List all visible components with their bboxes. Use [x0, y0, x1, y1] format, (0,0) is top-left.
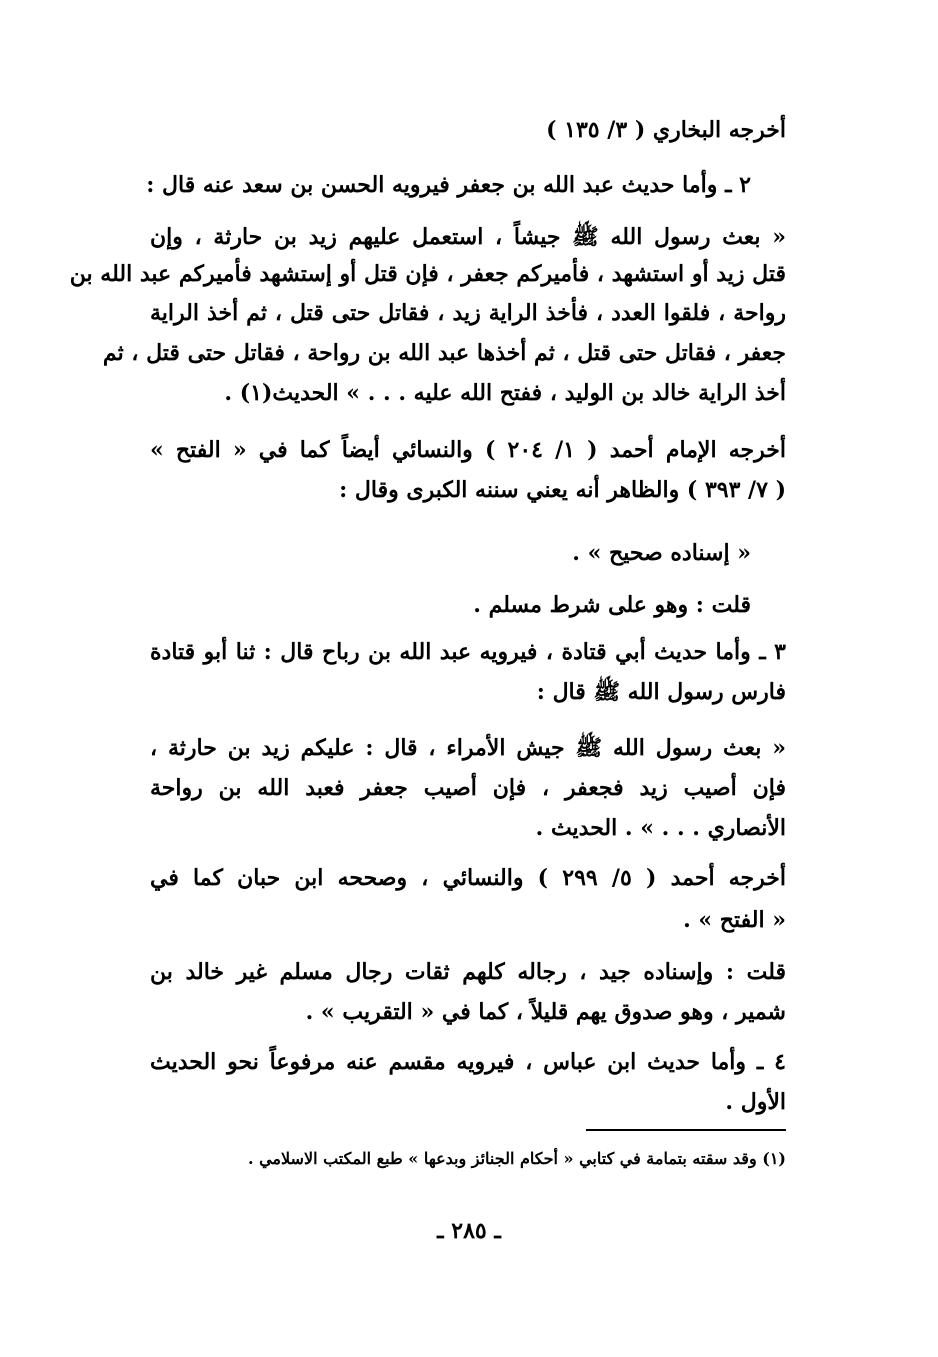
- text-line-12: ٣ ـ وأما حديث أبي قتادة ، فيرويه عبد الله بن رباح قال : ثنا أبو قتادة: [150, 639, 786, 665]
- text-line-9: ( ٧/ ٣٩٣ ) والظاهر أنه يعني سننه الكبرى وقال :: [339, 477, 786, 503]
- text-line-7: أخذ الراية خالد بن الوليد ، ففتح الله عليه . . . » الحديث(١) .: [224, 380, 786, 406]
- footnote: (١) وقد سقته بتمامة في كتابي « أحكام الجنائز وبدعها » طبع المكتب الاسلامي .: [247, 1149, 786, 1168]
- text-line-21: ٤ ـ وأما حديث ابن عباس ، فيرويه مقسم عنه مرفوعاً نحو الحديث: [150, 1049, 786, 1075]
- text-line-15: فإن أصيب زيد فجعفر ، فإن أصيب جعفر فعبد الله بن رواحة: [150, 775, 786, 801]
- text-line-10: « إسناده صحيح » .: [572, 540, 751, 566]
- text-line-16: الأنصاري . . . » . الحديث .: [535, 815, 786, 841]
- text-line-8: أخرجه الإمام أحمد ( ١/ ٢٠٤ ) والنسائي أيضاً كما في « الفتح »: [150, 437, 786, 463]
- page-number: ـ ٢٨٥ ـ: [437, 1218, 501, 1244]
- text-line-13: فارس رسول الله ﷺ قال :: [536, 679, 786, 705]
- text-line-20: شمير ، وهو صدوق يهم قليلاً ، كما في « التقريب » .: [305, 999, 786, 1025]
- text-line-3: « بعث رسول الله ﷺ جيشاً ، استعمل عليهم زيد بن حارثة ، وإن: [150, 224, 786, 250]
- text-line-5: رواحة ، فلقوا العدد ، فأخذ الراية زيد ، فقاتل حتى قتل ، ثم أخذ الراية: [150, 300, 786, 326]
- text-line-19: قلت : وإسناده جيد ، رجاله كلهم ثقات رجال مسلم غير خالد بن: [150, 959, 786, 985]
- text-line-17: أخرجه أحمد ( ٥/ ٢٩٩ ) والنسائي ، وصححه ابن حبان كما في: [150, 865, 786, 891]
- text-line-11: قلت : وهو على شرط مسلم .: [473, 592, 751, 618]
- text-line-6: جعفر ، فقاتل حتى قتل ، ثم أخذها عبد الله بن رواحة ، فقاتل حتى قتل ، ثم: [102, 340, 786, 366]
- text-line-14: « بعث رسول الله ﷺ جيش الأمراء ، قال : عليكم زيد بن حارثة ،: [150, 735, 786, 761]
- text-line-4: قتل زيد أو استشهد ، فأميركم جعفر ، فإن قتل أو إستشهد فأميركم عبد الله بن: [69, 261, 786, 287]
- text-line-1: أخرجه البخاري ( ٣/ ١٣٥ ): [546, 117, 786, 143]
- text-line-2: ٢ ـ وأما حديث عبد الله بن جعفر فيرويه الحسن بن سعد عنه قال :: [146, 172, 751, 198]
- text-line-22: الأول .: [725, 1089, 786, 1115]
- footnote-separator: [586, 1129, 786, 1131]
- text-line-18: « الفتح » .: [683, 907, 786, 933]
